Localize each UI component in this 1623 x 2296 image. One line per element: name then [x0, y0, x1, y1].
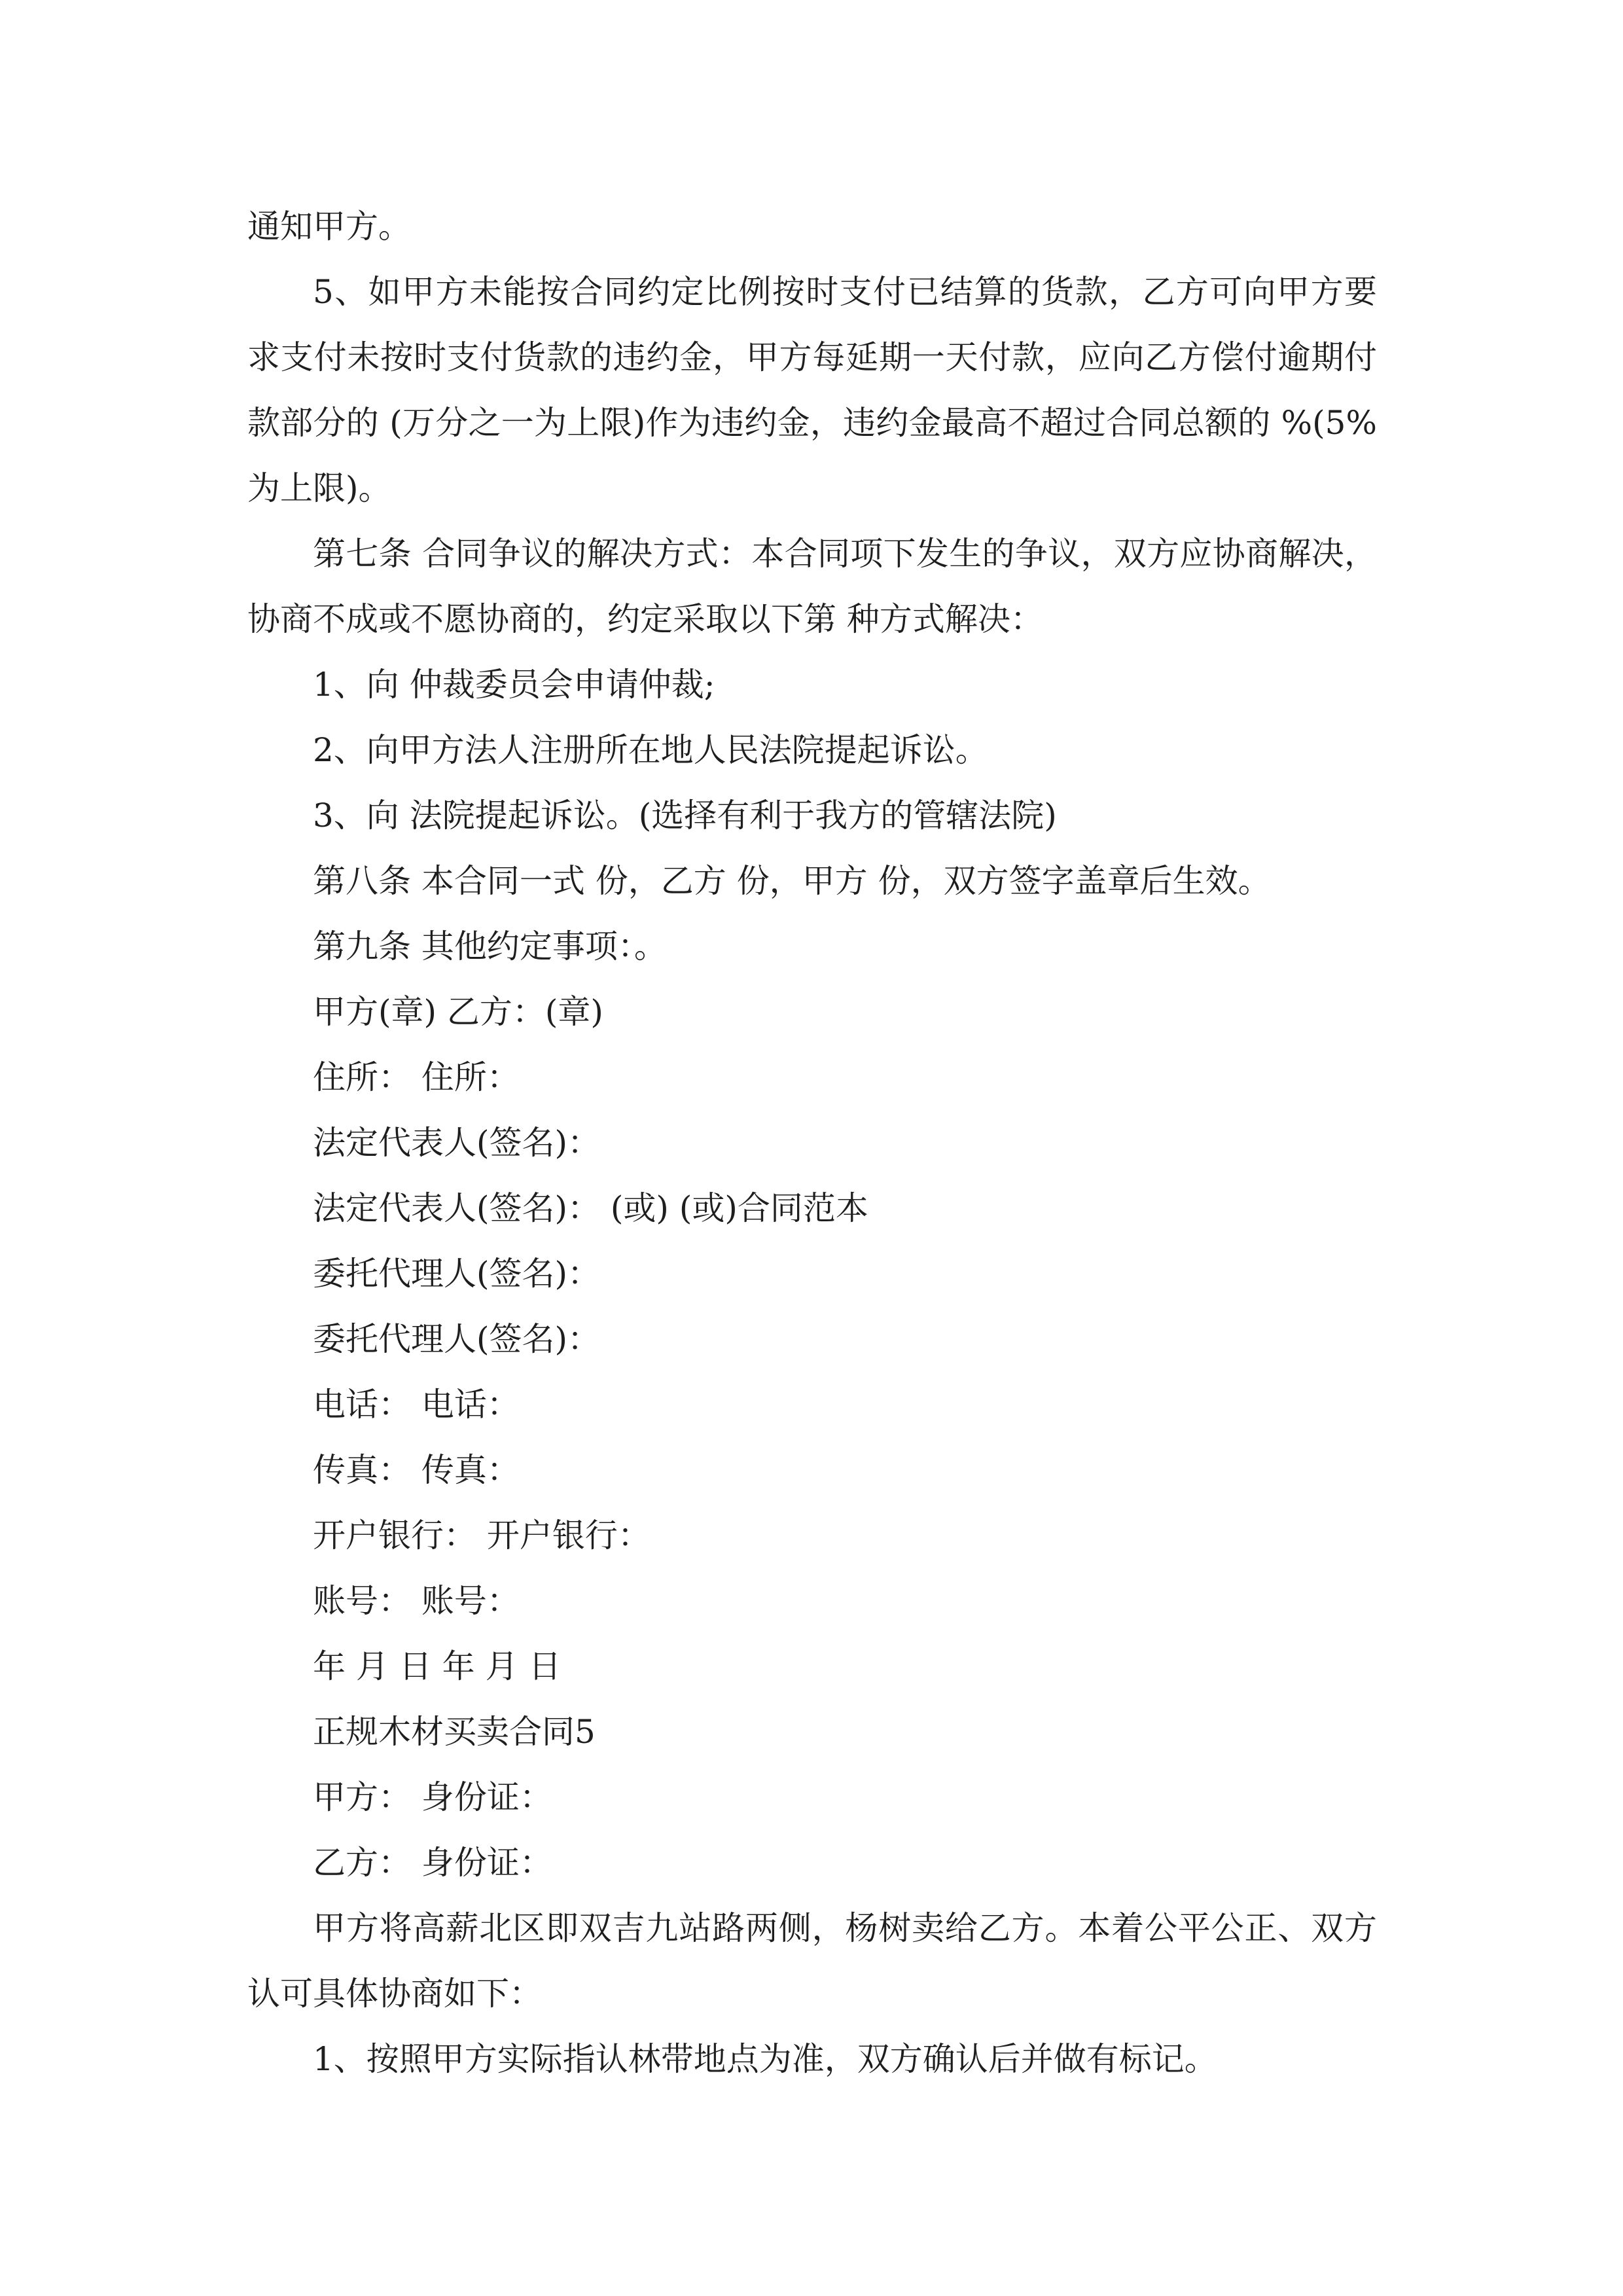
- paragraph: 1、向 仲裁委员会申请仲裁;: [313, 666, 715, 704]
- party-b-line: 乙方： 身份证：: [313, 1844, 552, 1882]
- phone-line: 电话： 电话：: [313, 1386, 520, 1424]
- paragraph: 3、向 法院提起诉讼。(选择有利于我方的管辖法院): [313, 797, 1057, 834]
- agent-line: 委托代理人(签名)：: [313, 1320, 601, 1358]
- signature-line: 甲方(章) 乙方：(章): [313, 993, 603, 1031]
- address-line: 住所： 住所：: [313, 1058, 520, 1096]
- fax-line: 传真： 传真：: [313, 1451, 520, 1489]
- party-a-line: 甲方： 身份证：: [313, 1778, 552, 1816]
- paragraph: 1、按照甲方实际指认林带地点为准，双方确认后并做有标记。: [313, 2040, 1217, 2078]
- paragraph: 5、如甲方未能按合同约定比例按时支付已结算的货款，乙方可向甲方要求支付未按时支付货款的违约金，甲方每延期一天付款，应向乙方偿付逾期付款部分的 (万分之一为上限)作为违约金，违约金最高不超过合同总额的 %(5%为上限)。: [247, 273, 1377, 507]
- paragraph: 通知甲方。: [247, 207, 411, 245]
- date-line: 年 月 日 年 月 日: [313, 1647, 562, 1685]
- legal-rep-line: 法定代表人(签名)： (或) (或)合同范本: [313, 1189, 868, 1227]
- paragraph: 甲方将高薪北区即双吉九站路两侧，杨树卖给乙方。本着公平公正、双方认可具体协商如下：: [247, 1909, 1377, 2013]
- agent-line: 委托代理人(签名)：: [313, 1255, 601, 1293]
- paragraph: 2、向甲方法人注册所在地人民法院提起诉讼。: [313, 731, 988, 769]
- paragraph: 第七条 合同争议的解决方式：本合同项下发生的争议，双方应协商解决，协商不成或不愿协商的，约定采取以下第 种方式解决：: [247, 535, 1377, 638]
- contract-title: 正规木材买卖合同5: [313, 1713, 596, 1751]
- legal-rep-line: 法定代表人(签名)：: [313, 1124, 601, 1162]
- account-line: 账号： 账号：: [313, 1582, 520, 1620]
- document-body: [247, 194, 1377, 2092]
- paragraph: 第八条 本合同一式 份，乙方 份，甲方 份，双方签字盖章后生效。: [313, 862, 1271, 900]
- paragraph: 第九条 其他约定事项：。: [313, 927, 667, 965]
- bank-line: 开户银行： 开户银行：: [313, 1516, 651, 1554]
